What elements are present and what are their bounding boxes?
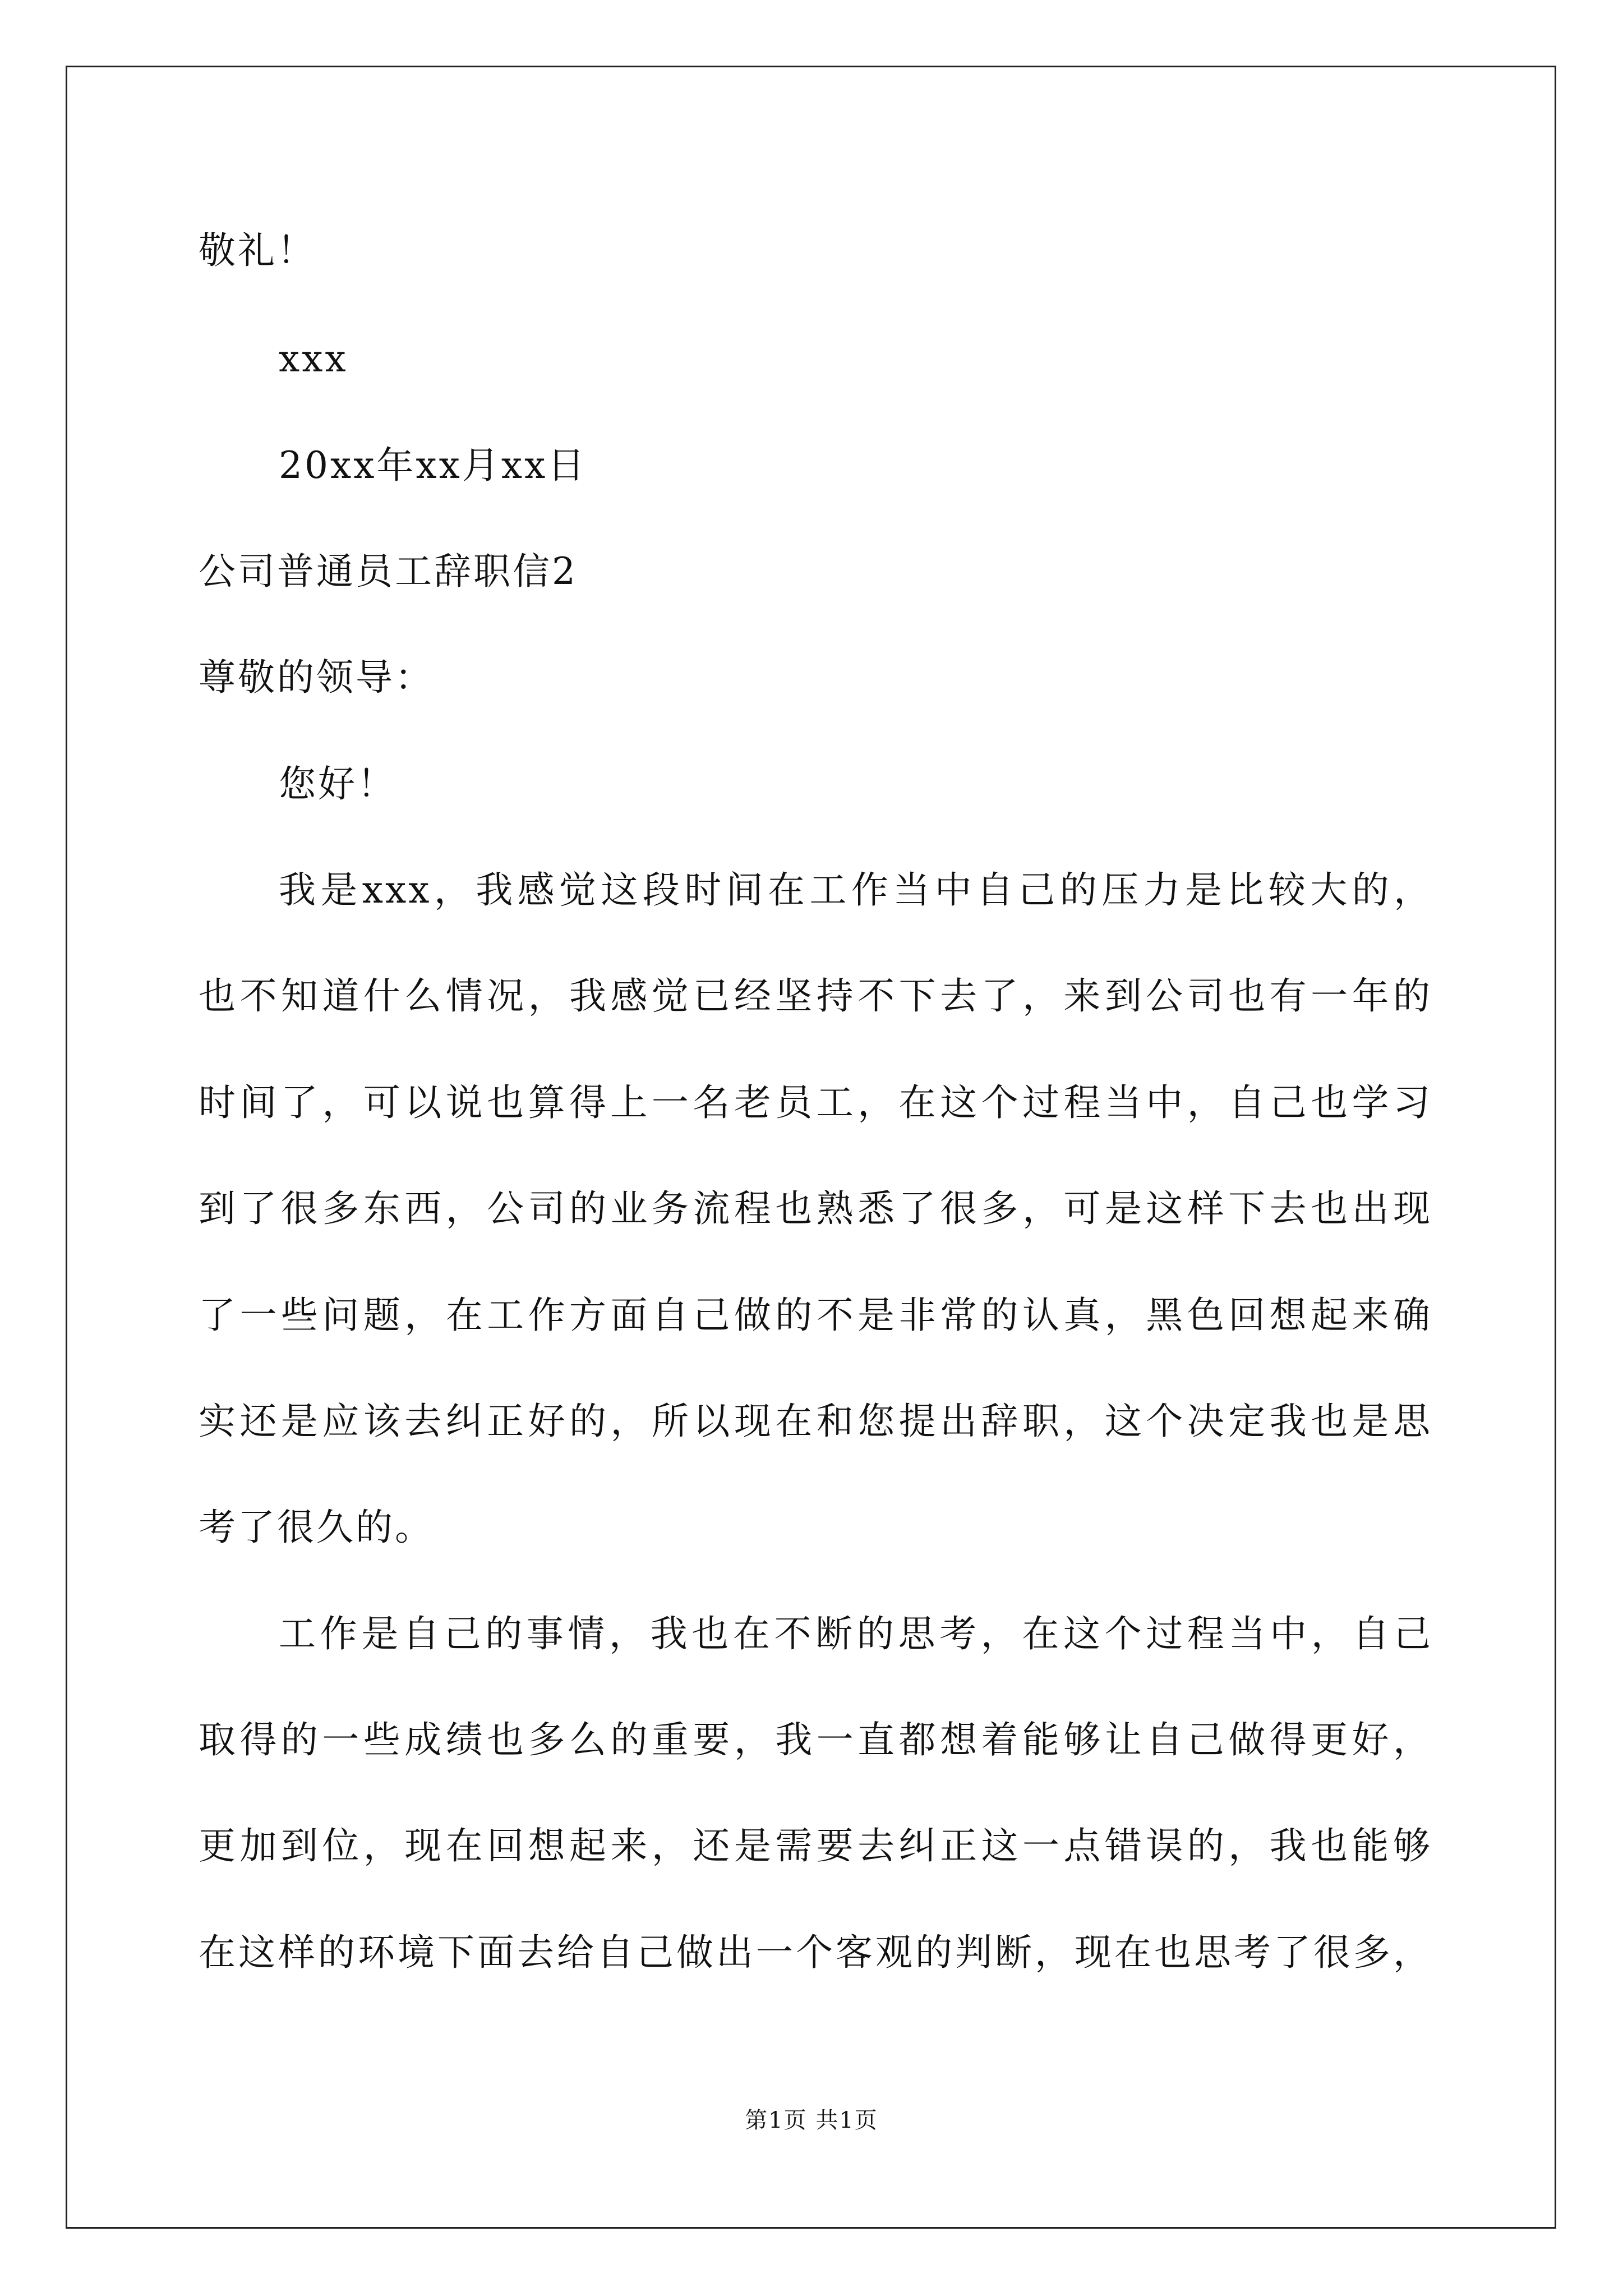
- paragraph1-line: 考了很久的。: [199, 1506, 434, 1549]
- signature-date: 20xx年xx月xx日: [279, 444, 587, 487]
- paragraph2-line: 更加到位，现在回想起来，还是需要去纠正这一点错误的，我也能够: [199, 1824, 1432, 1867]
- paragraph2-line: 在这样的环境下面去给自己做出一个客观的判断，现在也思考了很多，: [199, 1931, 1432, 1974]
- paragraph1-line: 时间了，可以说也算得上一名老员工，在这个过程当中，自己也学习: [199, 1081, 1432, 1124]
- paragraph1-line: 了一些问题，在工作方面自己做的不是非常的认真，黑色回想起来确: [199, 1294, 1432, 1337]
- paragraph1-line: 到了很多东西，公司的业务流程也熟悉了很多，可是这样下去也出现: [199, 1187, 1432, 1230]
- salutation: 尊敬的领导：: [199, 656, 434, 699]
- closing-salute: 敬礼！: [199, 229, 316, 272]
- paragraph1-line: 我是xxx，我感觉这段时间在工作当中自己的压力是比较大的，: [279, 868, 1433, 912]
- page-border: [66, 66, 1556, 2229]
- paragraph1-line: 也不知道什么情况，我感觉已经坚持不下去了，来到公司也有一年的: [199, 974, 1432, 1018]
- signature-name: xxx: [279, 337, 348, 380]
- greeting: 您好！: [279, 762, 396, 806]
- paragraph1-line: 实还是应该去纠正好的，所以现在和您提出辞职，这个决定我也是思: [199, 1400, 1432, 1443]
- paragraph2-line: 取得的一些成绩也多么的重要，我一直都想着能够让自己做得更好，: [199, 1718, 1432, 1761]
- paragraph2-line: 工作是自己的事情，我也在不断的思考，在这个过程当中，自己: [279, 1612, 1433, 1655]
- page-footer: 第1页 共1页: [745, 2108, 878, 2133]
- letter-heading: 公司普通员工辞职信2: [199, 550, 578, 593]
